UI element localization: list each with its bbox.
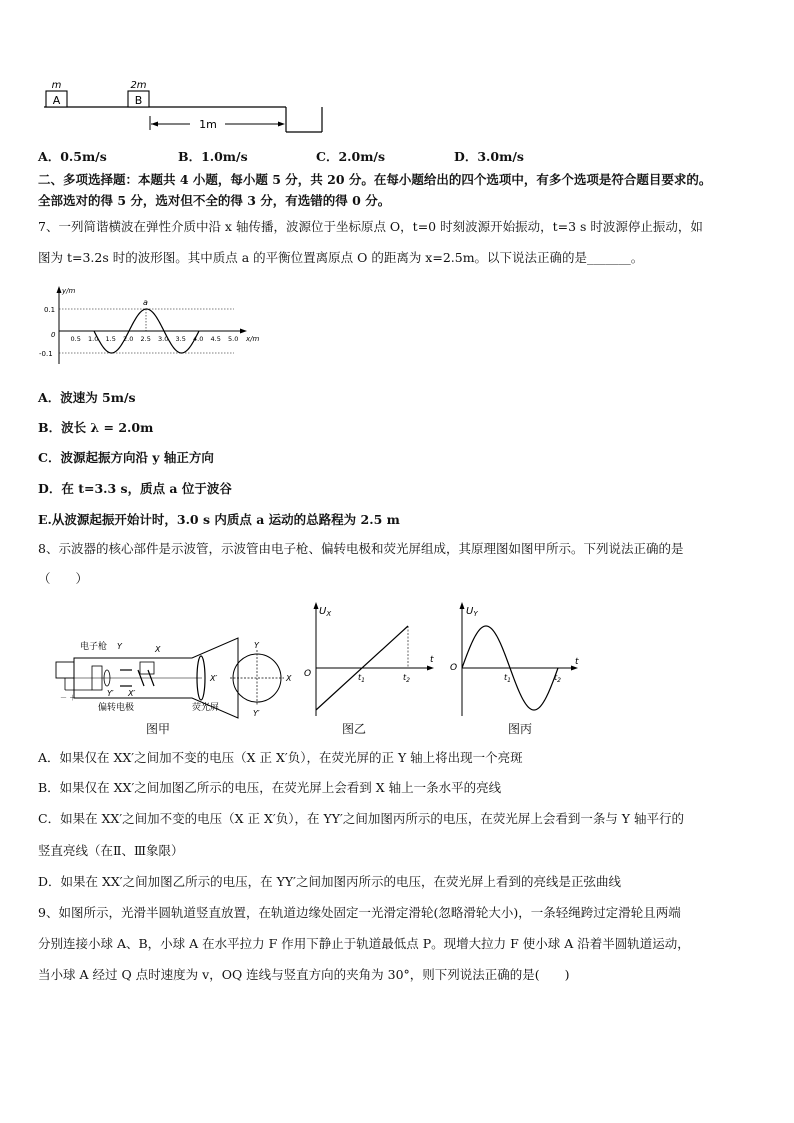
q8-y-bottom: Y′: [107, 689, 114, 698]
q7-y-neg: -0.1: [39, 350, 53, 358]
q8-y-top: Y: [117, 642, 122, 651]
q7-option-c[interactable]: C．波源起振方向沿 y 轴正方向: [38, 450, 214, 465]
q8-bing-origin: O: [450, 663, 458, 673]
q8-x-bottom: X′: [128, 689, 136, 698]
q7-point-a: a: [143, 298, 148, 307]
q8-stem-line1: 8、示波器的核心部件是示波管，示波管由电子枪、偏转电极和荧光屏组成，其原理图如图甲所示。下列说法正确的是: [38, 541, 684, 556]
q8-option-c[interactable]: C．如果在 XX′之间加不变的电压（X 正 X′负），在 YY′之间加图丙所示的电压，在荧光屏上会看到一条与 Y 轴平行的: [38, 811, 685, 826]
block-a-mass: m: [51, 80, 62, 91]
q8-fig-yi: [300, 598, 440, 718]
q7-stem-line2: 图为 t=3.2s 时的波形图。其中质点 a 的平衡位置离原点 O 的距离为 x=2.5m。以下说法正确的是_______。: [38, 250, 644, 265]
q8-x-top: X: [155, 645, 161, 654]
q7-stem-line1: 7、一列简谐横波在弹性介质中沿 x 轴传播，波源位于坐标原点 O，t=0 时刻波源开始振动，t=3 s 时波源停止振动，如: [38, 219, 703, 234]
q9-stem-line3: 当小球 A 经过 Q 点时速度为 v，OQ 连线与竖直方向的夹角为 30°，则下列说法正确的是( ): [38, 967, 570, 982]
q8-fig-bing: [448, 598, 588, 718]
q7-x-tick: 3.5: [175, 335, 186, 343]
q8-stem-line2: （ ）: [38, 571, 89, 586]
q7-x-tick: 2.5: [140, 335, 151, 343]
q7-x-tick: 3.0: [158, 335, 169, 343]
block-a-label: A: [52, 94, 61, 107]
q9-stem-line2: 分别连接小球 A、B，小球 A 在水平拉力 F 作用下静止于轨道最低点 P。现增大拉力 F 使小球 A 沿着半圆轨道运动，: [38, 936, 690, 951]
q8-yi-axis: $U_X$: [319, 606, 332, 618]
q8-screen-x-left: X′: [210, 674, 218, 683]
q7-x-tick: 0.5: [70, 335, 81, 343]
q8-bing-t: t: [575, 657, 579, 667]
q8-screen-y-bottom: Y′: [253, 709, 260, 718]
q8-gun-label: 电子枪: [80, 642, 108, 652]
q7-option-e[interactable]: E.从波源起振开始计时，3.0 s 内质点 a 运动的总路程为 2.5 m: [38, 512, 400, 527]
q8-option-b[interactable]: B．如果仅在 XX′之间加图乙所示的电压，在荧光屏上会看到 X 轴上一条水平的亮线: [38, 780, 502, 795]
q7-y-pos: 0.1: [44, 306, 56, 314]
q6-option-d[interactable]: D．3.0m/s: [454, 149, 524, 164]
q6-option-b[interactable]: B．1.0m/s: [178, 149, 248, 164]
q7-wave-graph: [34, 284, 274, 366]
q7-option-a[interactable]: A．波速为 5m/s: [38, 390, 136, 405]
q7-x-tick: 1.0: [88, 335, 99, 343]
q7-x-tick: 5.0: [228, 335, 239, 343]
q7-x-tick: 1.5: [105, 335, 116, 343]
q8-bing-t1: $t_1$: [504, 673, 511, 684]
q8-caption-yi: 图乙: [342, 722, 367, 736]
q8-screen-y: Y: [254, 641, 259, 650]
q6-option-c[interactable]: C．2.0m/s: [316, 149, 386, 164]
q7-x-tick: 4.0: [193, 335, 204, 343]
section2-header-line2: 全部选对的得 5 分，选对但不全的得 3 分，有选错的得 0 分。: [38, 193, 391, 208]
q8-option-c-cont[interactable]: 竖直亮线（在Ⅱ、Ⅲ象限）: [38, 843, 184, 858]
q8-bing-t2: $t_2$: [554, 673, 561, 684]
q8-fig-jia: [52, 628, 297, 738]
section2-header-line1: 二、多项选择题：本题共 4 小题，每小题 5 分，共 20 分。在每小题给出的四个选项中，有多个选项是符合题目要求的。: [38, 172, 712, 187]
block-b-label: B: [134, 94, 143, 107]
q8-minus-plus: － ＋: [60, 694, 77, 702]
q7-x-axis-label: x/m: [246, 335, 260, 343]
block-b-mass: 2m: [130, 80, 147, 91]
q8-deflect-label: 偏转电极: [98, 703, 135, 713]
q8-screen-x-right: X: [286, 674, 292, 683]
q7-option-d[interactable]: D．在 t=3.3 s，质点 a 位于波谷: [38, 481, 232, 496]
q8-yi-t2: $t_2$: [403, 673, 410, 684]
q6-option-a[interactable]: A．0.5m/s: [38, 149, 107, 164]
q8-caption-jia: 图甲: [146, 722, 171, 736]
q8-yi-t1: $t_1$: [358, 673, 365, 684]
q6-block-diagram: [30, 78, 340, 136]
q8-option-a[interactable]: A．如果仅在 XX′之间加不变的电压（X 正 X′负），在荧光屏的正 Y 轴上将出现一个亮斑: [38, 750, 523, 765]
q8-yi-t: t: [430, 655, 434, 665]
distance-label: 1m: [199, 118, 217, 131]
q8-screen-label: 荧光屏: [192, 703, 220, 713]
q8-caption-bing: 图丙: [508, 722, 533, 736]
q7-option-b[interactable]: B．波长 λ = 2.0m: [38, 420, 154, 435]
q7-x-tick: 4.5: [210, 335, 221, 343]
q7-origin: 0: [51, 331, 56, 339]
q8-option-d[interactable]: D．如果在 XX′之间加图乙所示的电压，在 YY′之间加图丙所示的电压，在荧光屏上看到的亮线是正弦曲线: [38, 874, 621, 889]
q8-bing-axis: $U_Y$: [466, 606, 478, 618]
q7-x-tick: 2.0: [123, 335, 134, 343]
q8-yi-origin: O: [304, 669, 312, 679]
q7-y-axis-label: y/m: [62, 287, 76, 295]
q9-stem-line1: 9、如图所示，光滑半圆轨道竖直放置，在轨道边缘处固定一光滑定滑轮(忽略滑轮大小)，一条轻绳跨过定滑轮且两端: [38, 905, 681, 920]
